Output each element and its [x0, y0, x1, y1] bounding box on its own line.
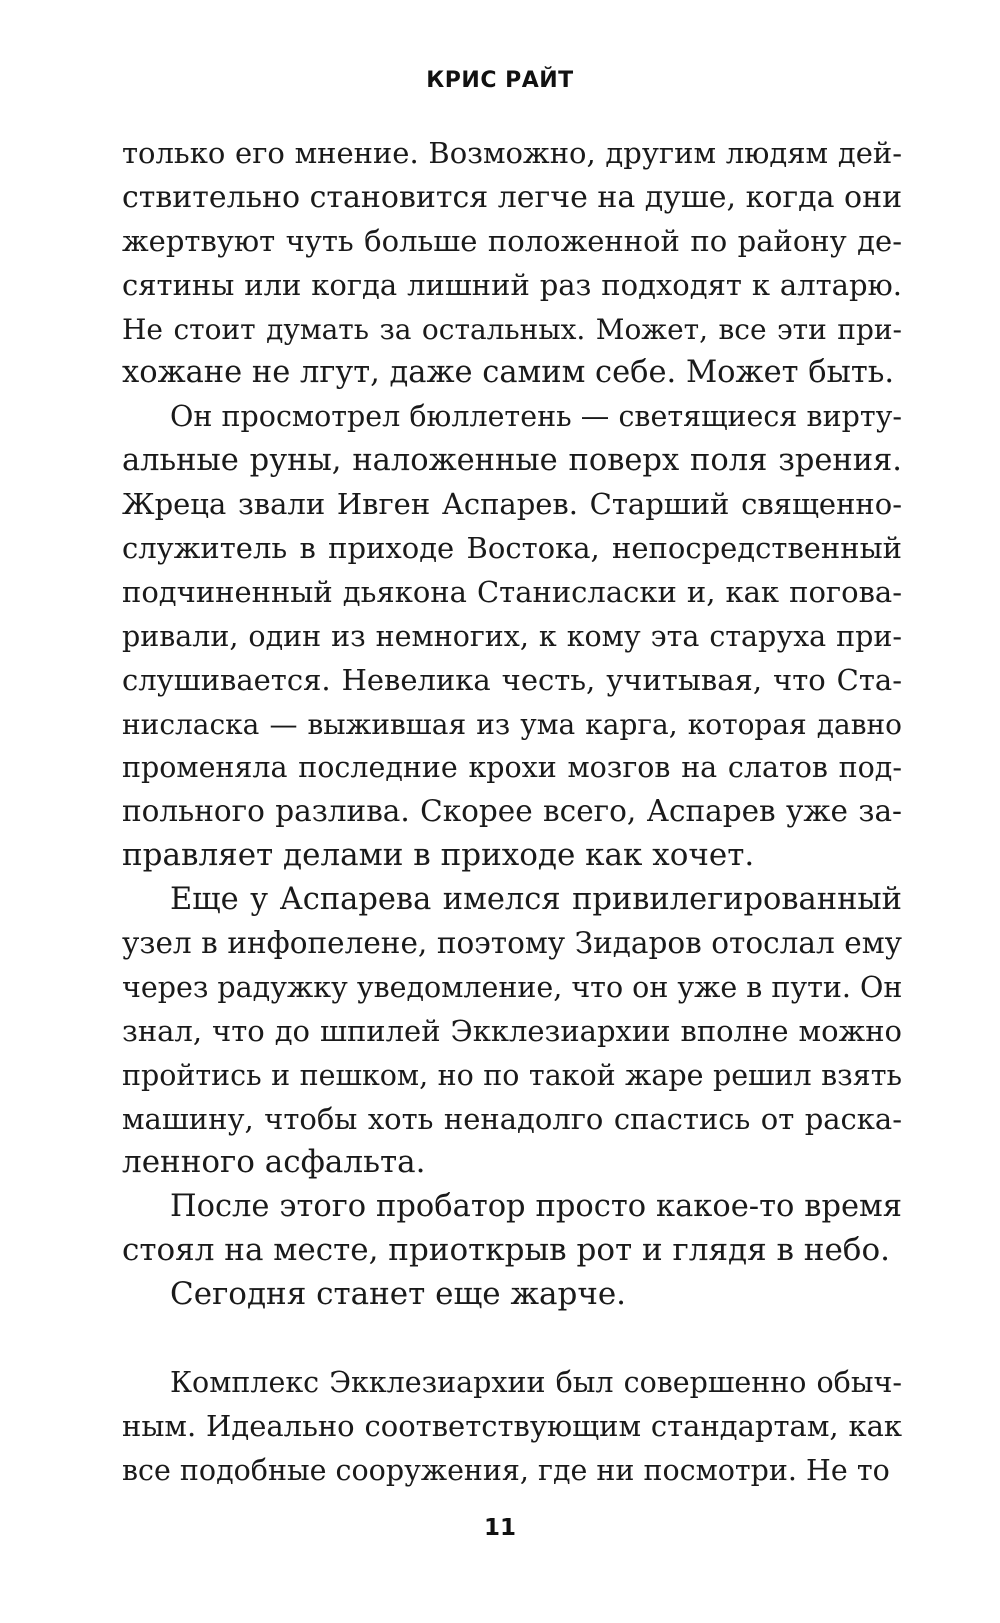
text-line: только его мнение. Возможно, другим людям дей-: [122, 136, 902, 170]
paragraph: [122, 1185, 902, 1273]
text-line: Еще у Аспарева имелся привилегированный: [170, 882, 902, 918]
text-line: машину, чтобы хоть ненадолго спастись от раска-: [122, 1101, 902, 1136]
text-line: слушивается. Невелика честь, учитывая, что Ста-: [122, 662, 902, 697]
text-line: польного разлива. Скорее всего, Аспарев уже за-: [122, 794, 902, 829]
body-text: [122, 132, 902, 1493]
text-line: все подобные сооружения, где ни посмотри. Не то: [122, 1453, 890, 1487]
text-line: пройтись и пешком, но по такой жаре решил взять: [122, 1058, 902, 1092]
text-line: Сегодня станет еще жарче.: [170, 1276, 627, 1313]
page-number: 11: [483, 1515, 516, 1541]
text-line: служитель в приходе Востока, непосредственный: [122, 531, 902, 566]
text-line: ствительно становится легче на душе, когда они: [122, 179, 903, 215]
text-line: ным. Идеально соответствующим стандартам, как: [122, 1408, 902, 1443]
text-line: подчиненный дьякона Станисласки и, как погова-: [122, 574, 902, 609]
text-line: Он просмотрел бюллетень — светящиеся вирту-: [170, 400, 902, 434]
text-line: Жреца звали Ивген Аспарев. Старший священно-: [122, 487, 902, 522]
text-line: После этого пробатор просто какое-то время: [170, 1189, 902, 1225]
paragraph: [122, 1273, 902, 1317]
paragraph: [122, 132, 902, 395]
running-head: КРИС РАЙТ: [426, 68, 574, 93]
text-line: Не стоит думать за остальных. Может, все эти при-: [122, 312, 902, 346]
paragraph: [122, 395, 902, 878]
text-line: променяла последние крохи мозгов на слатов под-: [122, 751, 902, 785]
text-line: правляет делами в приходе как хочет.: [122, 837, 755, 874]
text-line: узел в инфопелене, поэтому Зидаров отослал ему: [122, 926, 902, 961]
paragraph: [122, 1361, 902, 1493]
text-line: жертвуют чуть больше положенной по району де-: [122, 223, 902, 258]
text-line: Комплекс Экклезиархии был совершенно обыч-: [170, 1365, 902, 1399]
text-line: знал, что до шпилей Экклезиархии вполне можно: [122, 1013, 902, 1048]
text-line: ленного асфальта.: [122, 1144, 426, 1181]
text-line: нисласка — выжившая из ума карга, которая давно: [122, 707, 902, 741]
text-line: альные руны, наложенные поверх поля зрения.: [122, 443, 902, 479]
section-break: [122, 1317, 902, 1361]
text-line: сятины или когда лишний раз подходят к алтарю.: [122, 267, 902, 302]
paragraph: [122, 878, 902, 1185]
text-line: ривали, один из немногих, к кому эта старуха при-: [122, 619, 902, 653]
text-line: через радужку уведомление, что он уже в пути. Он: [122, 970, 903, 1004]
text-line: хожане не лгут, даже самим себе. Может быть.: [122, 355, 895, 391]
text-line: стоял на месте, приоткрыв рот и глядя в небо.: [122, 1232, 890, 1269]
